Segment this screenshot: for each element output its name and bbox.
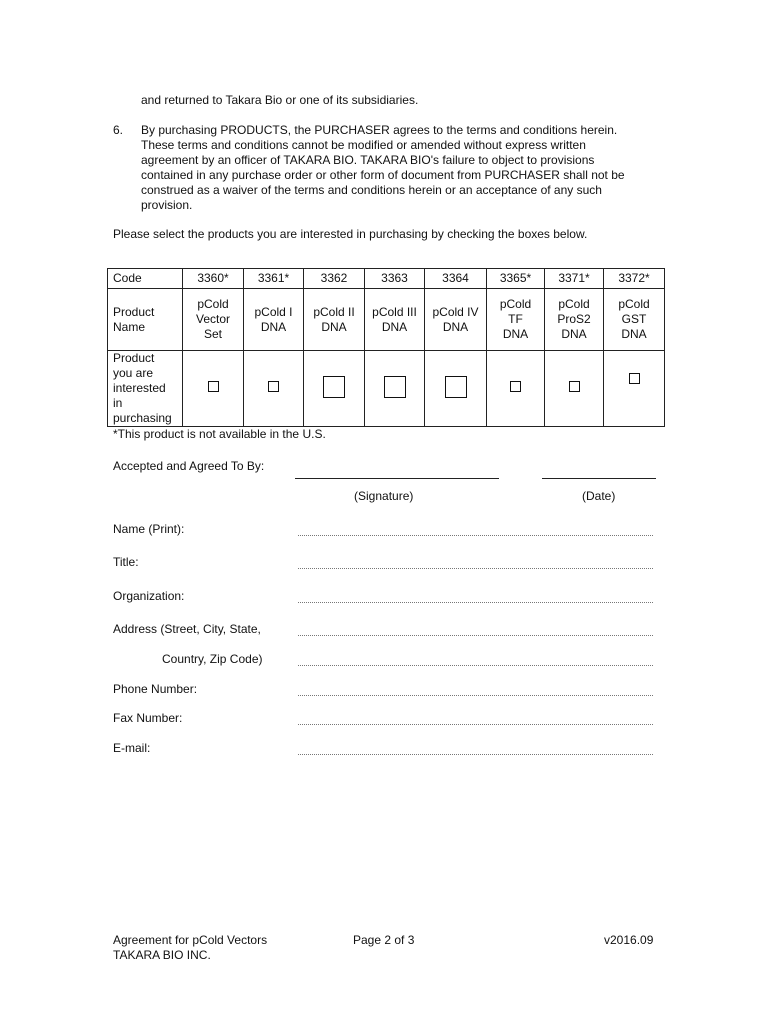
address-label: Address (Street, City, State, [113, 622, 261, 636]
accepted-label: Accepted and Agreed To By: [113, 459, 265, 473]
email-field[interactable] [298, 754, 653, 755]
clause-line: provision. [141, 198, 193, 212]
code-label: Code [108, 269, 183, 289]
name-field[interactable] [298, 535, 653, 536]
clause-line: agreement by an officer of TAKARA BIO. TAKARA BIO's failure to object to provisions [141, 153, 595, 167]
footer-page-number: Page 2 of 3 [353, 933, 415, 947]
product-code: 3363 [365, 269, 425, 289]
interest-row [108, 351, 665, 427]
organization-label: Organization: [113, 589, 185, 603]
address-cont-label: Country, Zip Code) [162, 652, 263, 666]
product-code: 3364 [425, 269, 487, 289]
clause-line: By purchasing PRODUCTS, the PURCHASER agrees to the terms and conditions herein. [141, 123, 618, 137]
email-label: E-mail: [113, 741, 151, 755]
product-code: 3361* [244, 269, 304, 289]
product-name: pCold TF DNA [487, 289, 545, 351]
clause-number: 6. [113, 123, 124, 137]
product-table [107, 268, 665, 427]
name-label: Name (Print): [113, 522, 185, 536]
interest-label: Product you are interested in purchasing [108, 351, 183, 427]
address-field[interactable] [298, 635, 653, 636]
product-name-label: Product Name [108, 289, 183, 351]
product-name: pCold ProS2 DNA [545, 289, 604, 351]
product-name: pCold IV DNA [425, 289, 487, 351]
signature-line[interactable] [295, 478, 499, 479]
product-code: 3372* [604, 269, 665, 289]
footer-company: TAKARA BIO INC. [113, 948, 211, 962]
availability-footnote: *This product is not available in the U.S. [113, 427, 326, 441]
phone-label: Phone Number: [113, 682, 198, 696]
clause-line: construed as a waiver of the terms and conditions herein or an acceptance of any such [141, 183, 602, 197]
phone-field[interactable] [298, 695, 653, 696]
checkbox-3365[interactable] [510, 381, 521, 392]
checkbox-3361[interactable] [268, 381, 279, 392]
footer-version: v2016.09 [604, 933, 654, 947]
clause-6-text [141, 123, 661, 213]
date-line[interactable] [542, 478, 656, 479]
product-name: pCold I DNA [244, 289, 304, 351]
title-label: Title: [113, 555, 139, 569]
clause-line: contained in any purchase order or other form of document from PURCHASER shall not be [141, 168, 625, 182]
product-code: 3365* [487, 269, 545, 289]
organization-field[interactable] [298, 602, 653, 603]
fax-label: Fax Number: [113, 711, 183, 725]
address-cont-field[interactable] [298, 665, 653, 666]
checkbox-3364[interactable] [445, 376, 467, 398]
checkbox-3372[interactable] [629, 373, 640, 384]
product-name: pCold GST DNA [604, 289, 665, 351]
title-field[interactable] [298, 568, 653, 569]
product-name: pCold Vector Set [183, 289, 244, 351]
product-code: 3371* [545, 269, 604, 289]
intro-continuation: and returned to Takara Bio or one of its subsidiaries. [141, 93, 419, 107]
checkbox-3362[interactable] [323, 376, 345, 398]
footer-doc-title: Agreement for pCold Vectors [113, 933, 268, 947]
checkbox-3371[interactable] [569, 381, 580, 392]
signature-caption: (Signature) [354, 489, 414, 503]
product-code: 3362 [304, 269, 365, 289]
product-name: pCold II DNA [304, 289, 365, 351]
product-code: 3360* [183, 269, 244, 289]
fax-field[interactable] [298, 724, 653, 725]
product-name: pCold III DNA [365, 289, 425, 351]
checkbox-3363[interactable] [384, 376, 406, 398]
code-row [108, 269, 665, 289]
name-row [108, 289, 665, 351]
select-instruction: Please select the products you are interested in purchasing by checking the boxes below. [113, 227, 588, 241]
date-caption: (Date) [582, 489, 616, 503]
clause-line: These terms and conditions cannot be modified or amended without express written [141, 138, 586, 152]
checkbox-3360[interactable] [208, 381, 219, 392]
